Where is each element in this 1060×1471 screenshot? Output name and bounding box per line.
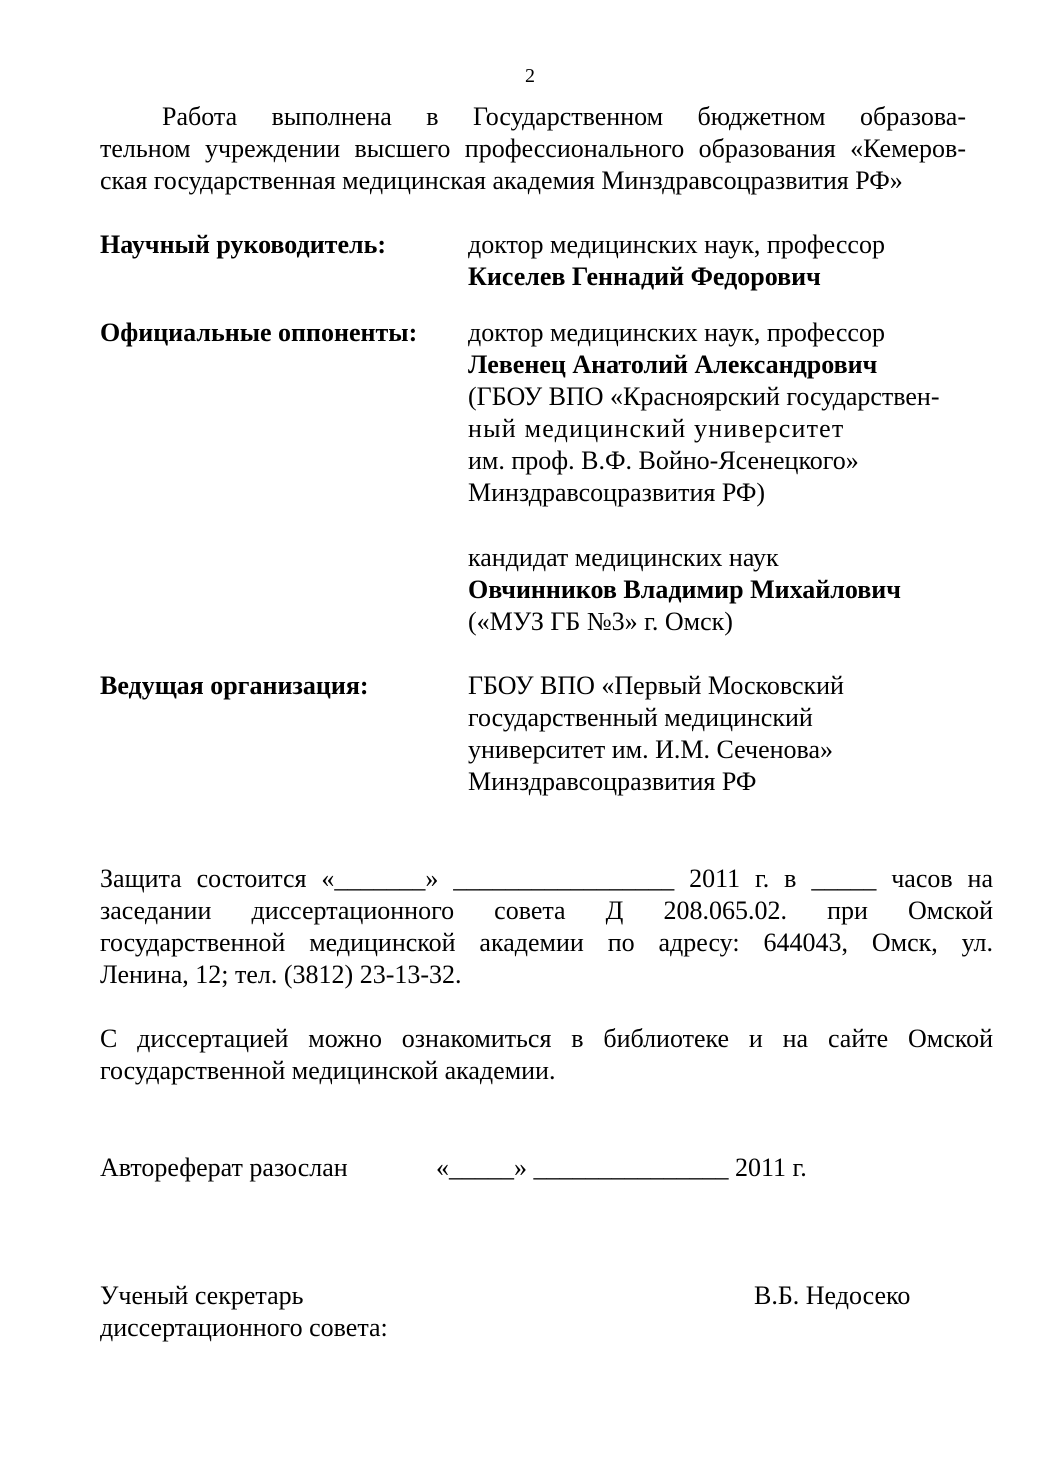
intro-paragraph <box>100 101 966 197</box>
secretary-label: Ученый секретарь <box>100 1281 304 1310</box>
opponent-2-name: Овчинников Владимир Михайлович <box>468 575 901 604</box>
library-line: государственной медицинской академии. <box>100 1056 556 1085</box>
opponent-1-affiliation-line: (ГБОУ ВПО «Красноярский государствен- <box>468 382 940 411</box>
opponent-2-affiliation: («МУЗ ГБ №3» г. Омск) <box>468 607 733 636</box>
defense-line: Защита состоится «_______» _________________ 2011 г. в _____ часов на <box>100 864 993 893</box>
opponent-1-affiliation-line: ный медицинский университет <box>468 414 845 443</box>
intro-line: тельном учреждении высшего профессионального образования «Кемеров- <box>100 134 966 163</box>
leading-org-line: университет им. И.М. Сеченова» <box>468 735 834 764</box>
page-number: 2 <box>525 65 535 87</box>
defense-line: государственной медицинской академии по адресу: 644043, Омск, ул. <box>100 928 993 957</box>
secretary-name: В.Б. Недосеко <box>754 1281 911 1310</box>
secretary-label: диссертационного совета: <box>100 1313 388 1342</box>
leading-org-label: Ведущая организация: <box>100 671 369 700</box>
opponents-label: Официальные оппоненты: <box>100 318 418 347</box>
defense-line: заседании диссертационного совета Д 208.065.02. при Омской <box>100 896 993 925</box>
opponent-1-name: Левенец Анатолий Александрович <box>468 350 878 379</box>
leading-org-line: Минздравсоцразвития РФ <box>468 767 757 796</box>
abstract-date: «_____» _______________ 2011 г. <box>436 1153 807 1182</box>
leading-org-line: государственный медицинский <box>468 703 813 732</box>
supervisor-label: Научный руководитель: <box>100 230 386 259</box>
supervisor-degree: доктор медицинских наук, профессор <box>468 230 885 259</box>
intro-line: ская государственная медицинская академия Минздравсоцразвития РФ» <box>100 166 903 195</box>
opponent-1-degree: доктор медицинских наук, профессор <box>468 318 885 347</box>
opponent-2-degree: кандидат медицинских наук <box>468 543 779 572</box>
opponent-1-affiliation-line: им. проф. В.Ф. Войно-Ясенецкого» <box>468 446 859 475</box>
library-line: С диссертацией можно ознакомиться в библиотеке и на сайте Омской <box>100 1024 993 1053</box>
defense-line: Ленина, 12; тел. (3812) 23-13-32. <box>100 960 462 989</box>
supervisor-name: Киселев Геннадий Федорович <box>468 262 821 291</box>
defense-paragraph <box>100 863 993 991</box>
intro-line: Работа выполнена в Государственном бюджетном образова- <box>162 102 966 131</box>
leading-org-line: ГБОУ ВПО «Первый Московский <box>468 671 844 700</box>
abstract-label: Автореферат разослан <box>100 1153 348 1182</box>
library-paragraph <box>100 1023 993 1087</box>
opponent-1-affiliation-line: Минздравсоцразвития РФ) <box>468 478 766 507</box>
